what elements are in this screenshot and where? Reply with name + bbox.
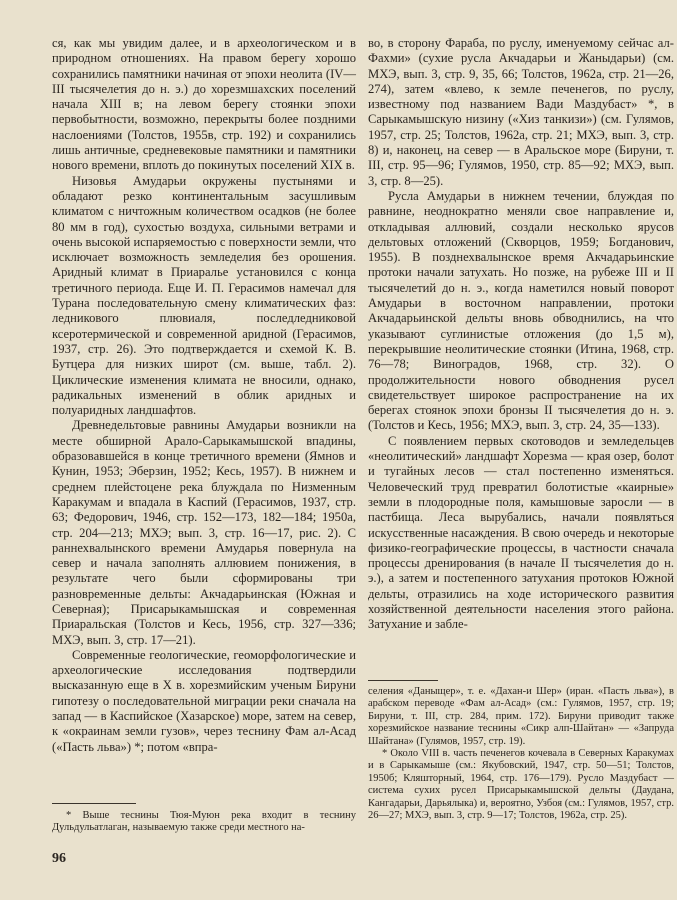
footnotes-left bbox=[52, 810, 356, 835]
paragraph: Древнедельтовые равнины Амударьи возникли на месте обширной Арало-Сарыкамышской впадины, образовавшейся в конце третичного времени (Ямнов и Кунин, 1953; Эберзин, 1952; Кесь, 1957). В нижнем и среднем плейстоцене река блуждала по Низменным Каракумам и впадала в Каспий (Герасимов, 1937, стр. 63; Федорович, 1946, стр. 152—173, 182—184; 1950а, стр. 204—213; МХЭ; вып. 3, стр. 16—17, рис. 2). С раннехвалынского времени Амударья повернула на север и начала заполнять аллювием понижения, в результате чего были сформированы три разновременные дельты: Акчадарьинская (Южная и Северная); Присарыкамышская и современная Приаральская (Толстов и Кесь, 1956, стр. 327—336; МХЭ, вып. 3, стр. 17—21). bbox=[52, 418, 356, 647]
footnotes-right bbox=[368, 686, 674, 822]
left-column bbox=[52, 36, 356, 755]
paragraph: С появлением первых скотоводов и земледельцев «неолитический» ландшафт Хорезма — края озер, болот и тугайных лесов — стал постепенно изменяться. Человеческий труд превратил болотистые «каирные» земли в плодородные поля, камышовые заросли — в пастбища. Леса вырубались, начали появляться искусственные насаждения. В свою очередь и некоторые физико-географические процессы, в частности сначала процессы дренирования (в начале II тысячелетия до н. э.), а затем и постепенного затухания протоков Южной дельты, отразились на ходе исторического развития хозяйственной деятельности населения этого района. Затухание и забле- bbox=[368, 433, 674, 632]
footnote-paragraph: * Около VIII в. часть печенегов кочевала в Северных Каракумах и в Сарыкамыше (см.: Якубовский, 1947, стр. 50—51; Толстов, 1950б; Кляшторный, 1964, стр. 176—179). Русло Маздубаст — система сухих русел Присарыкамышской дельты (Даудана, Кангадарьи, Дарьялыка) и, вероятно, Узбоя (см.: Гулямов, 1957, стр. 26—27; МХЭ, вып. 3, стр. 9—17; Толстов, 1962а, стр. 25). bbox=[368, 748, 674, 822]
footnote-paragraph: селения «Даныщер», т. е. «Дахан-и Шер» (иран. «Пасть льва»), в арабском переводе «Фам ал-Асад» (см.: Гулямов, 1957, стр. 19; Бируни, т. III, стр. 284, прим. 172). Бируни приводит также хорезмийское название теснины «Сикр алп-Шайтан» — «Запруда Шайтана» (Гулямов, 1957, стр. 19). bbox=[368, 686, 674, 747]
paragraph: Русла Амударьи в нижнем течении, блуждая по равнине, неоднократно меняли свое направление и, откладывая аллювий, создали несколько ярусов дельтовых отложений (Скворцов, 1959; Богданович, 1955). В позднехвалынское время Акчадарьинские протоки начали затухать. Но позже, на рубеже III и II тысячелетий до н. э., когда наметился новый поворот Амударьи в восточном направлении, протоки Акчадарьинской дельты вновь обводнились, на что указывают суглинистые отложения (до 1,5 м), перекрывшие неолитические стоянки (Итина, 1968, стр. 76—78; Виноградов, 1968, стр. 32). О продолжительности нового обводнения русел свидетельствует широкое распространение на их берегах стоянок эпохи бронзы II тысячелетия до н. э. (Толстов и Кесь, 1956; МХЭ, вып. 3, стр. 24, 35—133). bbox=[368, 188, 674, 433]
page-number: 96 bbox=[52, 851, 66, 866]
right-column bbox=[368, 36, 674, 633]
paragraph: ся, как мы увидим далее, и в археологическом и в природном отношениях. На правом берегу хорошо сохранились памятники начиная от эпохи неолита (IV—III тысячелетия до н. э.) до хорезмшахских поселений начала XIII в; на левом берегу стоянки эпохи первобытности, возможно, перекрыты более поздними наслоениями (Толстов, 1955в, стр. 192) и сохранились лишь античные, средневековые памятники и памятники нового времени, вплоть до покинутых поселений XIX в. bbox=[52, 36, 356, 173]
paragraph: во, в сторону Фараба, по руслу, именуемому сейчас ал-Фахми» (сухие русла Акчадарьи и Жаныдарьи) (см. МХЭ, вып. 3, стр. 9, 35, 66; Толстов, 1962а, стр. 21—26, 274), затем «влево, к земле печенегов, по руслу, известному под названием Вади Маздубаст» *, в Сарыкамышскую низину («Хиз танкизи») (см. Гулямов, 1957, стр. 25; Толстов, 1962а, стр. 21; МХЭ, вып. 3, стр. 8) и, наконец, на север — в Аральское море (Бируни, т. III, стр. 95—96; Гулямов, 1950, стр. 85—92; МХЭ, вып. 3, стр. 8—25). bbox=[368, 36, 674, 188]
paragraph: Современные геологические, геоморфологические и археологические исследования подтвердили высказанную еще в X в. хорезмийским ученым Бируни гипотезу о последовательной миграции реки сначала на запад — в Каспийское (Хазарское) море, затем на север, к «окраинам земли гузов», через теснину Фам ал-Асад («Пасть льва») *; потом «впра- bbox=[52, 647, 356, 754]
paragraph: Низовья Амударьи окружены пустынями и обладают резко континентальным засушливым климатом с ничтожным количеством осадков (не более 80 мм в год), сухостью воздуха, сильными ветрами и очень высокой испаряемостью с поверхности земли, что исключает возможность земледелия без орошения. Аридный климат в Приаралье установился с конца третичного периода. Еще И. П. Герасимов намечал для Турана последовательную смену климатических фаз: ледникового плювиаля, последледниковой ксеротермической и современной аридной (Герасимов, 1937, стр. 26). Это подтверждается и схемой К. В. Бутцера для низких широт (см. выше, табл. 2). Циклические изменения климата не вносили, однако, радикальных изменений в облик аридных и полуаридных ландшафтов. bbox=[52, 173, 356, 418]
footnote-rule-left bbox=[52, 803, 136, 804]
footnote-paragraph: * Выше теснины Тюя-Муюн река входит в теснину Дульдульатлаган, называемую также среди местного на- bbox=[52, 810, 356, 834]
footnote-rule-right bbox=[368, 680, 438, 681]
